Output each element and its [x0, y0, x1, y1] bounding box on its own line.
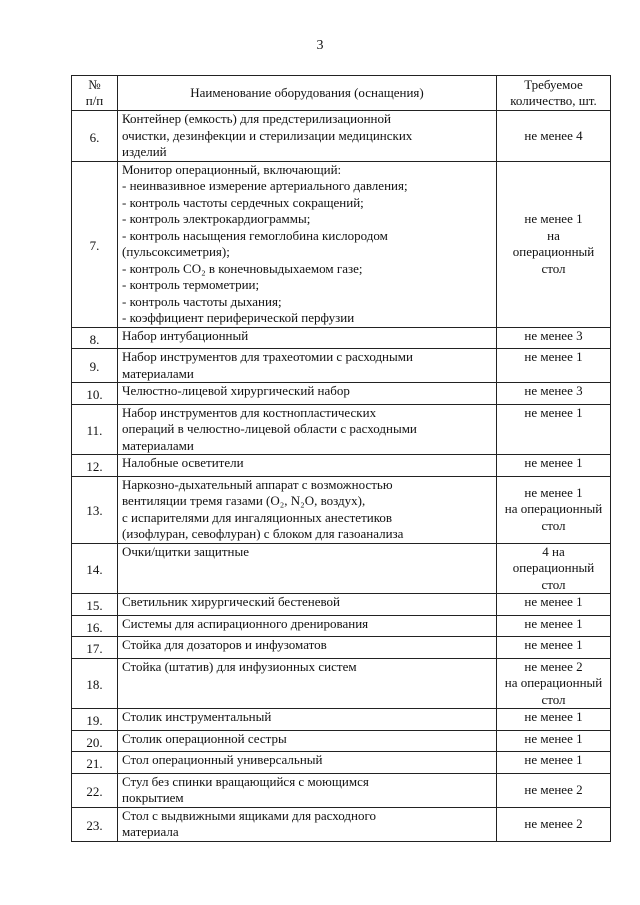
- header-equipment-name: Наименование оборудования (оснащения): [118, 76, 497, 111]
- equipment-name: [118, 111, 497, 162]
- row-number: 10.: [72, 383, 118, 405]
- row-number: 23.: [72, 807, 118, 841]
- required-quantity-line: не менее 2: [524, 781, 583, 797]
- table-row: [72, 773, 611, 807]
- equipment-name: [118, 383, 497, 405]
- equipment-name: [118, 730, 497, 752]
- equipment-name-line: покрытием: [122, 790, 184, 805]
- row-number: 11.: [72, 404, 118, 455]
- required-quantity: [497, 594, 611, 616]
- equipment-name-line: изделий: [122, 144, 167, 159]
- required-quantity: [497, 752, 611, 774]
- table-row: [72, 594, 611, 616]
- required-quantity-line: стол: [541, 576, 566, 592]
- table-row: [72, 709, 611, 731]
- required-quantity: [497, 327, 611, 349]
- equipment-name-line: Очки/щитки защитные: [122, 543, 249, 559]
- equipment-name: [118, 327, 497, 349]
- required-quantity-line: не менее 1: [524, 594, 583, 609]
- row-number: 22.: [72, 773, 118, 807]
- equipment-name-line: Набор интубационный: [122, 327, 249, 343]
- required-quantity: [497, 543, 611, 594]
- equipment-name-line: Налобные осветители: [122, 455, 244, 470]
- required-quantity: [497, 383, 611, 405]
- header-required-quantity: Требуемое количество, шт.: [497, 76, 611, 111]
- equipment-name: [118, 594, 497, 616]
- table-row: [72, 730, 611, 752]
- required-quantity-line: не менее 2: [524, 815, 583, 831]
- equipment-name: [118, 476, 497, 543]
- equipment-name: [118, 658, 497, 709]
- row-number: 7.: [72, 161, 118, 327]
- required-quantity-line: не менее 1: [524, 730, 583, 746]
- row-number: 15.: [72, 594, 118, 616]
- table-body: [72, 111, 611, 842]
- required-quantity-line: стол: [541, 691, 566, 707]
- required-quantity: [497, 637, 611, 659]
- required-quantity: [497, 773, 611, 807]
- equipment-name: [118, 637, 497, 659]
- equipment-name-line: Наркозно-дыхательный аппарат с возможностью: [122, 476, 393, 492]
- equipment-name-line: Набор инструментов для трахеотомии с расходными: [122, 349, 413, 364]
- table-row: [72, 349, 611, 383]
- equipment-name-line: - контроль термометрии;: [122, 277, 260, 292]
- row-number: 18.: [72, 658, 118, 709]
- required-quantity: [497, 730, 611, 752]
- equipment-name: [118, 709, 497, 731]
- page-number: 3: [316, 38, 324, 53]
- required-quantity-line: не менее 2: [524, 658, 583, 674]
- table-row: [72, 658, 611, 709]
- equipment-name: [118, 752, 497, 774]
- table-row: [72, 752, 611, 774]
- table-row: [72, 807, 611, 841]
- required-quantity-line: не менее 4: [524, 127, 583, 143]
- equipment-name-line: Стол с выдвижными ящиками для расходного: [122, 807, 376, 823]
- equipment-name-line: - контроль частоты сердечных сокращений;: [122, 194, 364, 210]
- row-number: 17.: [72, 637, 118, 659]
- equipment-name-line: операций в челюстно-лицевой области с расходными: [122, 421, 417, 436]
- equipment-name: [118, 773, 497, 807]
- equipment-table: [71, 75, 611, 842]
- required-quantity-line: операционный стол: [512, 244, 595, 276]
- equipment-name-line: (пульсоксиметрия);: [122, 244, 230, 259]
- table-row: [72, 637, 611, 659]
- required-quantity-line: не менее 1: [524, 615, 583, 631]
- row-number: 21.: [72, 752, 118, 774]
- table-row: [72, 327, 611, 349]
- required-quantity-line: на: [547, 227, 560, 243]
- equipment-name: [118, 455, 497, 477]
- equipment-name-line: Стол операционный универсальный: [122, 752, 323, 767]
- required-quantity-line: не менее 1: [524, 349, 583, 364]
- required-quantity-line: не менее 1: [524, 637, 583, 652]
- equipment-name-line: - контроль частоты дыхания;: [122, 293, 282, 309]
- equipment-name-line: Монитор операционный, включающий:: [122, 161, 342, 177]
- required-quantity-line: стол: [541, 517, 566, 533]
- equipment-name-line: материалами: [122, 365, 194, 381]
- equipment-name-line: вентиляции тремя газами (O₂, N₂O, воздух),: [122, 493, 366, 508]
- required-quantity-line: не менее 1: [524, 752, 583, 767]
- equipment-name-line: очистки, дезинфекции и стерилизации медицинских: [122, 127, 413, 143]
- header-number: № п/п: [72, 76, 118, 111]
- required-quantity-line: не менее 3: [524, 383, 583, 398]
- table-row: [72, 111, 611, 162]
- equipment-name-line: Светильник хирургический бестеневой: [122, 594, 340, 609]
- required-quantity-line: не менее 1: [524, 455, 583, 470]
- table-row: [72, 383, 611, 405]
- row-number: 8.: [72, 327, 118, 349]
- equipment-name: [118, 543, 497, 594]
- row-number: 14.: [72, 543, 118, 594]
- table-row: [72, 161, 611, 327]
- equipment-name-line: Столик операционной сестры: [122, 730, 287, 746]
- table-header-row: [72, 76, 611, 111]
- required-quantity: [497, 349, 611, 383]
- equipment-name: [118, 161, 497, 327]
- equipment-name-line: Стойка для дозаторов и инфузоматов: [122, 637, 327, 652]
- equipment-name-line: Стул без спинки вращающийся с моющимся: [122, 773, 369, 789]
- required-quantity: [497, 658, 611, 709]
- required-quantity: [497, 404, 611, 455]
- required-quantity-line: на операционный: [504, 675, 603, 690]
- equipment-name-line: - контроль электрокардиограммы;: [122, 211, 311, 226]
- required-quantity: [497, 476, 611, 543]
- required-quantity: [497, 709, 611, 731]
- required-quantity-line: на операционный: [504, 501, 603, 517]
- row-number: 16.: [72, 615, 118, 637]
- required-quantity-line: не менее 1: [524, 211, 583, 226]
- equipment-name-line: (изофлуран, севофлуран) с блоком для газоанализа: [122, 526, 404, 541]
- equipment-name-line: Контейнер (емкость) для предстерилизационной: [122, 111, 391, 126]
- row-number: 20.: [72, 730, 118, 752]
- required-quantity-line: не менее 3: [524, 327, 583, 343]
- equipment-name: [118, 349, 497, 383]
- equipment-name: [118, 615, 497, 637]
- equipment-name-line: - контроль насыщения гемоглобина кислородом: [122, 227, 388, 243]
- required-quantity-line: не менее 1: [524, 404, 583, 420]
- required-quantity-line: не менее 1: [524, 709, 583, 724]
- required-quantity-line: не менее 1: [524, 484, 583, 500]
- equipment-name-line: материалами: [122, 437, 194, 453]
- equipment-name-line: - контроль CO₂ в конечновыдыхаемом газе;: [122, 260, 363, 276]
- table-row: [72, 543, 611, 594]
- table-row: [72, 615, 611, 637]
- equipment-name-line: Стойка (штатив) для инфузионных систем: [122, 658, 357, 674]
- equipment-name-line: материала: [122, 824, 179, 839]
- row-number: 12.: [72, 455, 118, 477]
- equipment-name-line: Системы для аспирационного дренирования: [122, 615, 369, 631]
- required-quantity: [497, 615, 611, 637]
- equipment-name-line: Челюстно-лицевой хирургический набор: [122, 383, 350, 398]
- table-row: [72, 476, 611, 543]
- equipment-name: [118, 807, 497, 841]
- equipment-name: [118, 404, 497, 455]
- required-quantity: [497, 111, 611, 162]
- required-quantity: [497, 161, 611, 327]
- equipment-name-line: Набор инструментов для костнопластических: [122, 404, 377, 420]
- required-quantity: [497, 455, 611, 477]
- row-number: 9.: [72, 349, 118, 383]
- table-row: [72, 404, 611, 455]
- row-number: 19.: [72, 709, 118, 731]
- row-number: 6.: [72, 111, 118, 162]
- table-row: [72, 455, 611, 477]
- equipment-name-line: - неинвазивное измерение артериального давления;: [122, 178, 408, 193]
- required-quantity: [497, 807, 611, 841]
- equipment-name-line: - коэффициент периферической перфузии: [122, 310, 355, 325]
- equipment-name-line: с испарителями для ингаляционных анестетиков: [122, 509, 392, 525]
- row-number: 13.: [72, 476, 118, 543]
- required-quantity-line: 4 на операционный: [512, 543, 595, 575]
- equipment-name-line: Столик инструментальный: [122, 709, 272, 724]
